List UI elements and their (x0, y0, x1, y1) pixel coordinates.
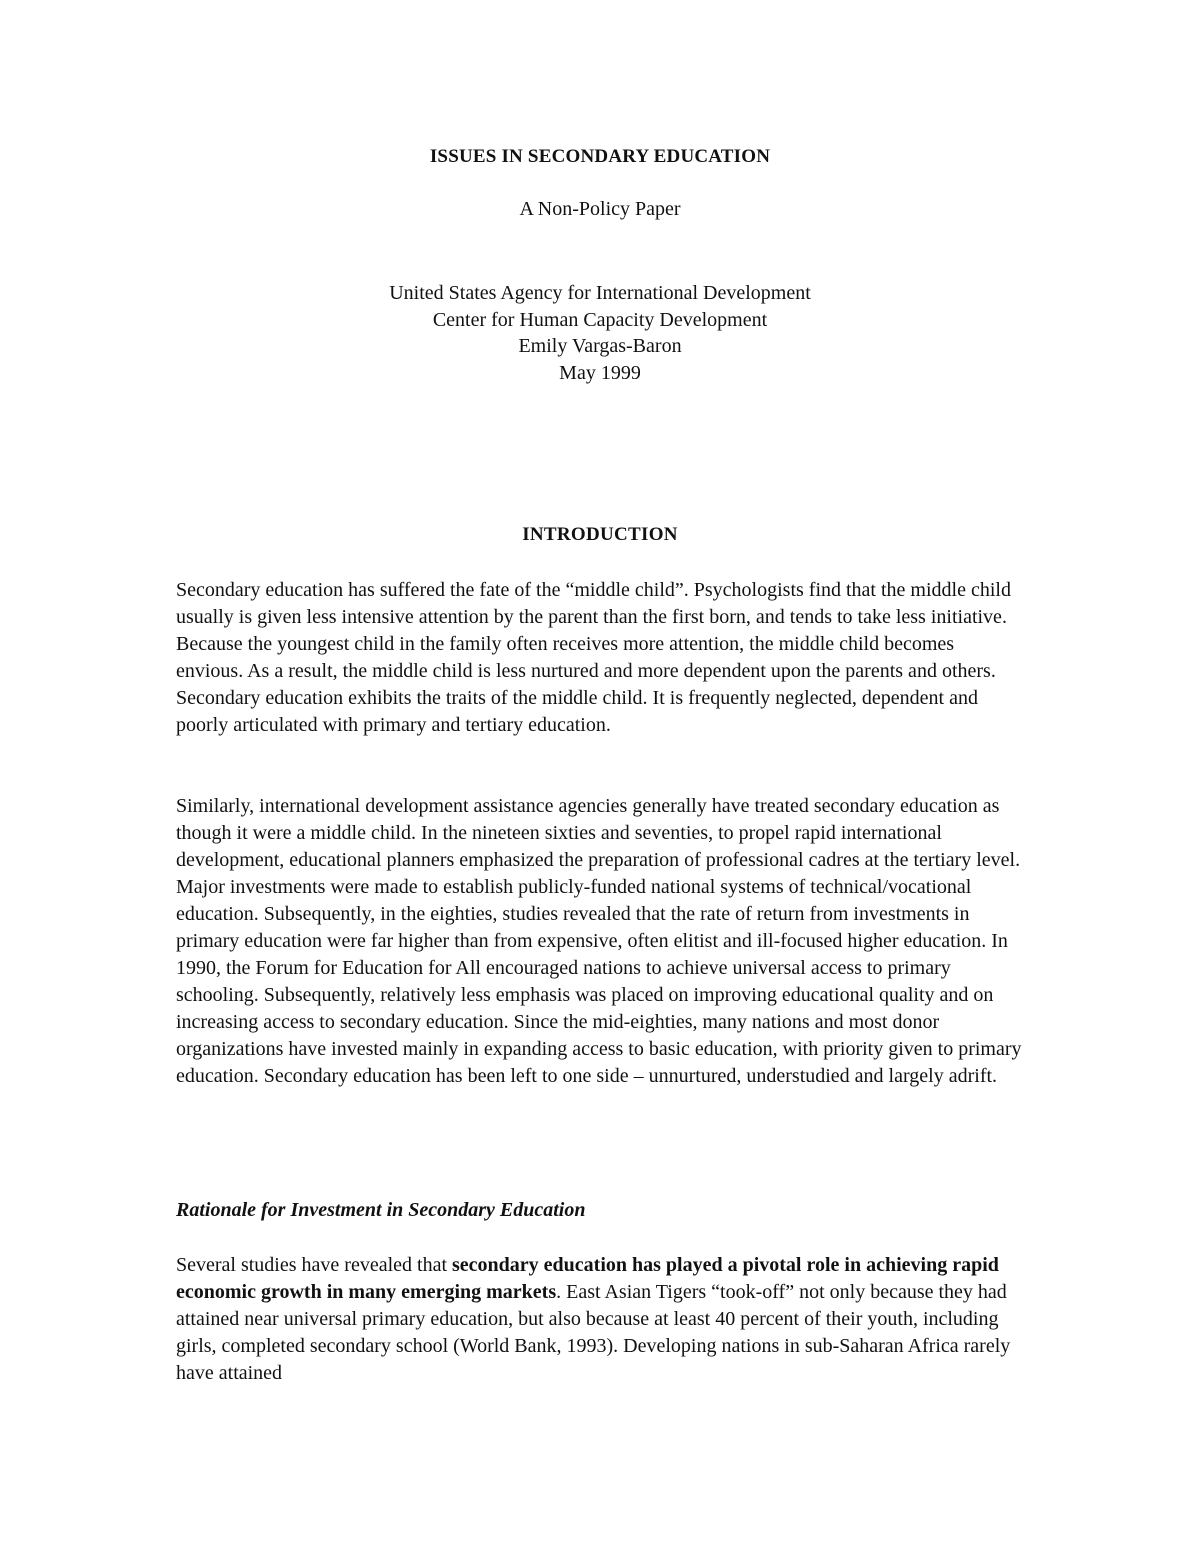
rationale-text-start: Several studies have revealed that (176, 1254, 452, 1276)
rationale-bold-claim: secondary education has played a pivotal role in achieving rapid economic growth in many emerging markets (176, 1254, 999, 1303)
rationale-text-end: . East Asian Tigers “took-off” not only because they had attained near universal primary education, but also because at least 40 percent of their youth, including girls, completed secondary school (World Bank, 1993). Developing nations in sub-Saharan Africa rarely have attained (176, 1281, 1011, 1384)
paragraph-rationale (176, 1252, 1026, 1387)
author-block (0, 280, 1200, 386)
publication-date: May 1999 (559, 361, 641, 384)
paragraph-donor-agencies: Similarly, international development assistance agencies generally have treated secondary education as though it were a middle child. In the nineteen sixties and seventies, to propel rapid international development, educational planners emphasized the preparation of professional cadres at the tertiary level. Major investments were made to establish publicly-funded national systems of technical/vocational education. Subsequently, in the eighties, studies revealed that the rate of return from investments in primary education were far higher than from expensive, often elitist and ill-focused higher education. In 1990, the Forum for Education for All encouraged nations to achieve universal access to primary schooling. Subsequently, relatively less emphasis was placed on improving educational quality and on increasing access to secondary education. Since the mid-eighties, many nations and most donor organizations have invested mainly in expanding access to basic education, with priority given to primary education. Secondary education has been left to one side – unnurtured, understudied and largely adrift. (176, 795, 1022, 1087)
section-heading-introduction: INTRODUCTION (522, 524, 678, 545)
center-name: Center for Human Capacity Development (432, 308, 768, 331)
author-name: Emily Vargas-Baron (518, 335, 682, 357)
subsection-heading-rationale: Rationale for Investment in Secondary Education (176, 1199, 586, 1221)
document-title: ISSUES IN SECONDARY EDUCATION (429, 146, 771, 167)
agency-name: United States Agency for International Development (389, 282, 811, 304)
document-subtitle: A Non-Policy Paper (519, 198, 681, 220)
paragraph-middle-child: Secondary education has suffered the fate of the “middle child”. Psychologists find that the middle child usually is given less intensive attention by the parent than the first born, and tends to take less initiative. Because the youngest child in the family often receives more attention, the middle child becomes envious. As a result, the middle child is less nurtured and more dependent upon the parents and others. Secondary education exhibits the traits of the middle child. It is frequently neglected, dependent and poorly articulated with primary and tertiary education. (176, 579, 1011, 736)
